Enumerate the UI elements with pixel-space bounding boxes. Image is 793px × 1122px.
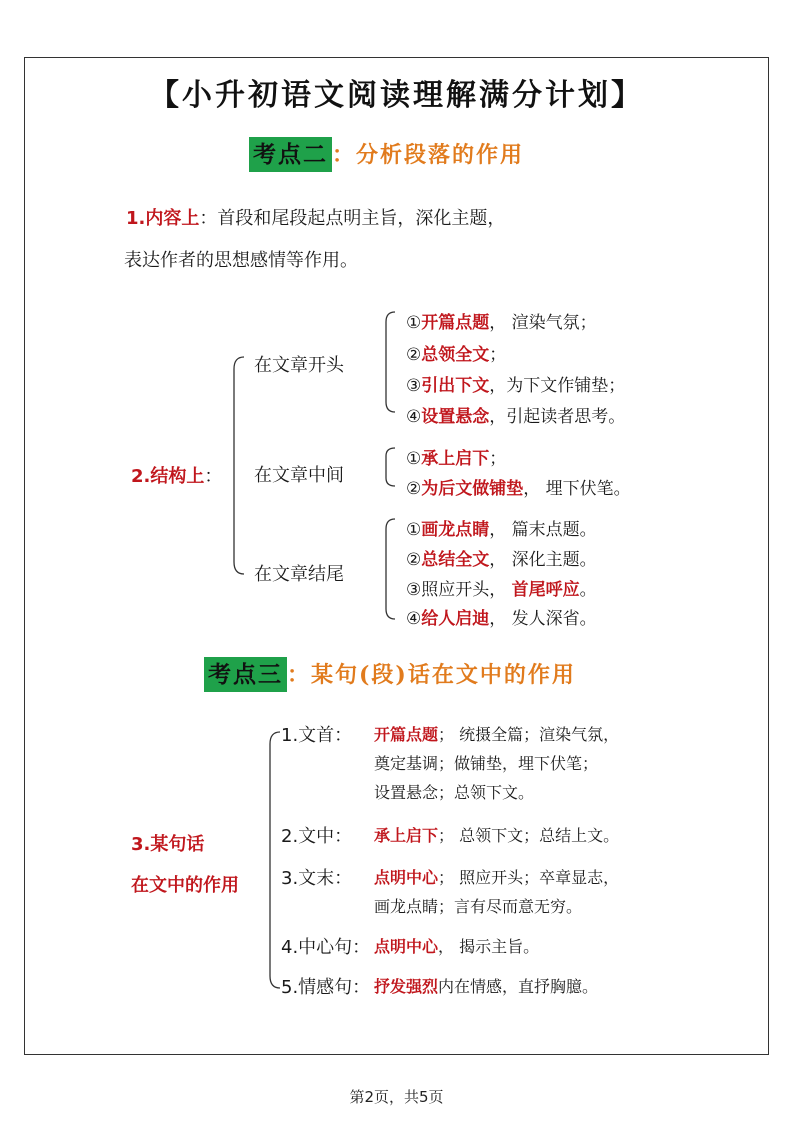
middle-item: ①承上启下；: [406, 449, 507, 469]
point1-line2: 表达作者的思想感情等作用。: [124, 250, 358, 271]
ending-brace: [381, 517, 401, 623]
point1-text1: ：首段和尾段起点明主旨，深化主题，: [199, 208, 506, 229]
point2-label-line: [131, 462, 222, 488]
point3-row-line: 奠定基调；做铺垫，埋下伏笔；: [374, 754, 599, 773]
opening-item: ③引出下文，为下文作铺垫；: [406, 376, 626, 396]
opening-brace: [381, 310, 401, 416]
point2-colon: ：: [204, 466, 223, 487]
point3-row-line: 承上启下； 总领下文；总结上文。: [374, 826, 620, 845]
opening-item: ②总领全文；: [406, 345, 507, 365]
ending-item: ①画龙点睛， 篇末点题。: [406, 520, 597, 540]
page-title: 【小升初语文阅读理解满分计划】: [149, 78, 644, 113]
ending-label: 在文章结尾: [254, 564, 344, 585]
page-footer: 第2页，共5页: [349, 1088, 444, 1106]
middle-label: 在文章中间: [254, 465, 344, 486]
point1-line1: [126, 204, 505, 230]
point3-row-head: 2.文中：: [281, 826, 353, 847]
point1-number: 1.内容上: [126, 208, 200, 229]
section3-text: ：某句(段)话在文中的作用: [287, 662, 576, 688]
section2-label: 考点二: [249, 137, 332, 172]
middle-item: ②为后文做铺垫， 埋下伏笔。: [406, 479, 631, 499]
point3-row-line: 画龙点睛；言有尽而意无穷。: [374, 897, 583, 916]
point3-label-line1: 3.某句话: [131, 834, 205, 855]
section3-label: 考点三: [204, 657, 287, 692]
opening-label: 在文章开头: [254, 355, 344, 376]
point3-row-head: 3.文末：: [281, 868, 353, 889]
section2-text: ：分析段落的作用: [332, 142, 525, 168]
point3-row-line: 抒发强烈内在情感，直抒胸臆。: [374, 977, 599, 996]
section2-heading: [249, 136, 524, 169]
point3-row-line: 点明中心； 照应开头；卒章显志，: [374, 868, 620, 887]
point3-row-head: 1.文首：: [281, 725, 353, 746]
ending-item: ②总结全文， 深化主题。: [406, 550, 597, 570]
middle-brace: [381, 446, 401, 490]
opening-item: ①开篇点题， 渲染气氛；: [406, 313, 597, 333]
opening-item: ④设置悬念，引起读者思考。: [406, 407, 626, 427]
point3-row-line: 设置悬念；总领下文。: [374, 783, 535, 802]
ending-item: ④给人启迪， 发人深省。: [406, 609, 597, 629]
point3-row-line: 开篇点题； 统摄全篇；渲染气氛，: [374, 725, 620, 744]
point3-row-head: 4.中心句：: [281, 937, 371, 958]
point3-label-line2: 在文中的作用: [131, 875, 239, 896]
point2-main-brace: [228, 355, 248, 577]
point3-row-line: 点明中心， 揭示主旨。: [374, 937, 540, 956]
point2-label: 2.结构上: [131, 466, 205, 487]
ending-item: ③照应开头， 首尾呼应。: [406, 580, 597, 600]
section3-heading: [204, 656, 576, 689]
point3-row-head: 5.情感句：: [281, 977, 371, 998]
